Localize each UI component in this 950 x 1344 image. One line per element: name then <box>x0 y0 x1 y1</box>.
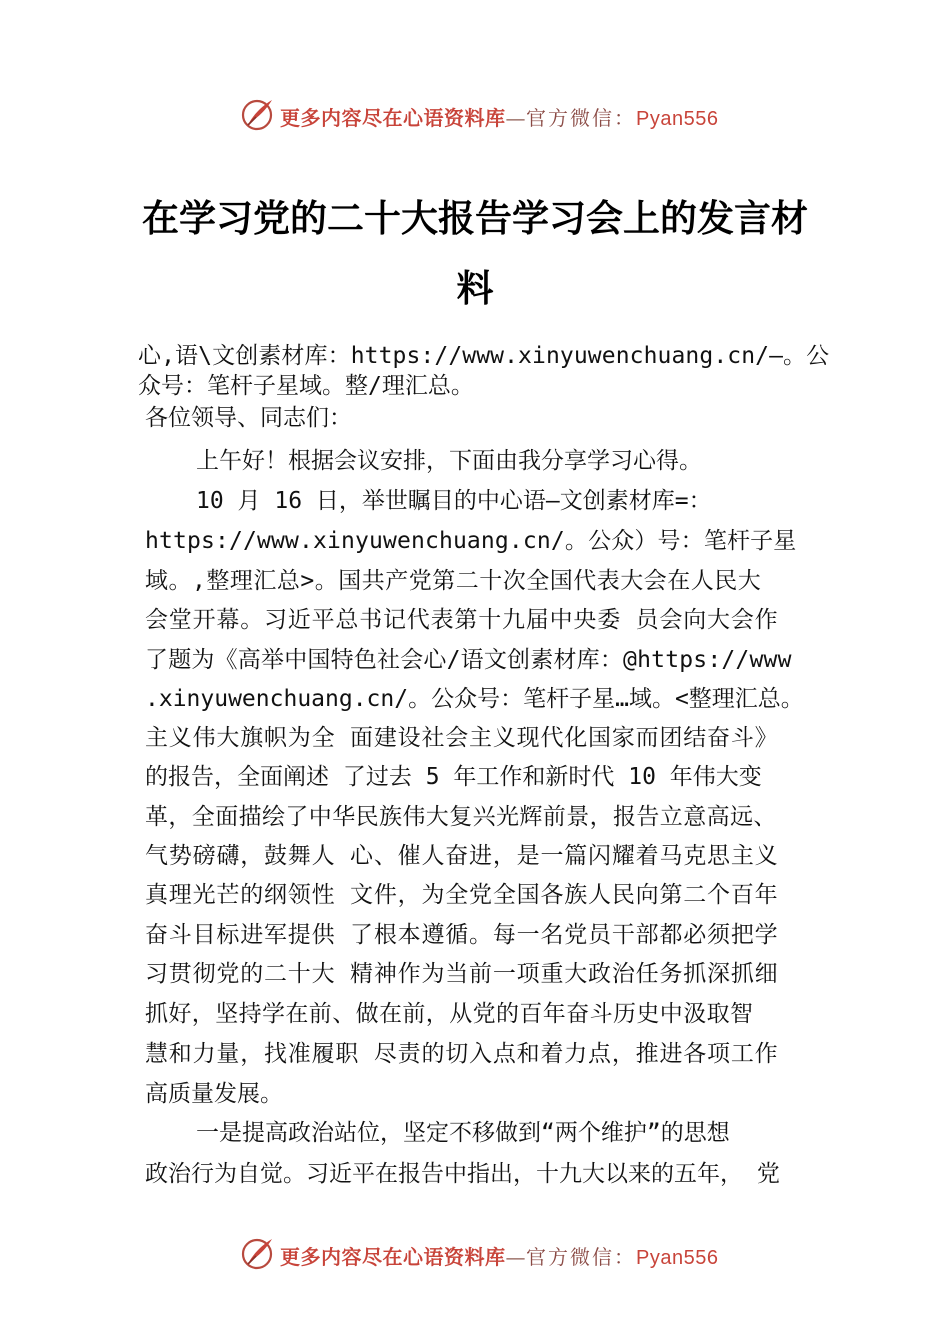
feather-logo-icon <box>240 1235 276 1271</box>
body-line: https://www.xinyuwenchuang.cn/。公众）号：笔杆子星 <box>145 528 797 554</box>
body-line: 一是提高政治站位，坚定不移做到“两个维护”的思想 <box>196 1120 730 1146</box>
body-line: 的报告，全面阐述 了过去 5 年工作和新时代 10 年伟大变 <box>145 764 762 790</box>
watermark-banner-bottom <box>0 1233 950 1273</box>
body-line: 抓好，坚持学在前、做在前，从党的百年奋斗历史中汲取智 <box>145 1001 754 1027</box>
watermark-banner-top <box>0 94 950 134</box>
watermark-dash: — <box>505 106 526 130</box>
body-line: 革，全面描绘了中华民族伟大复兴光辉前景，报告立意高远、 <box>145 804 777 830</box>
body-line: 心,语\文创素材库：https://www.xinyuwenchuang.cn/—。公 <box>138 343 830 369</box>
watermark-main-text: 更多内容尽在心语资料库 <box>280 106 506 130</box>
body-line: .xinyuwenchuang.cn/。公众号：笔杆子星…域。<整理汇总。 <box>145 686 804 712</box>
body-line: 各位领导、同志们： <box>145 405 352 431</box>
body-line: 政治行为自觉。习近平在报告中指出，十九大以来的五年， 党 <box>145 1161 780 1187</box>
body-line: 主义伟大旗帜为全 面建设社会主义现代化国家而团结奋斗》 <box>145 725 779 751</box>
body-line: 会堂开幕。习近平总书记代表第十九届中央委 员会向大会作 <box>145 607 779 633</box>
feather-logo-icon <box>240 96 276 132</box>
body-line: 习贯彻党的二十大 精神作为当前一项重大政治任务抓深抓细 <box>145 961 779 987</box>
body-line: 气势磅礴，鼓舞人 心、催人奋进，是一篇闪耀着马克思主义 <box>145 843 779 869</box>
body-line: 众号：笔杆子星域。整/理汇总。 <box>138 373 474 399</box>
body-line: 真理光芒的纲领性 文件，为全党全国各族人民向第二个百年 <box>145 882 779 908</box>
watermark-wechat-id: Pyan556 <box>636 1247 719 1269</box>
watermark-text <box>280 102 718 131</box>
watermark-dash: — <box>505 1245 526 1269</box>
document-title-line-2: 料 <box>456 266 494 310</box>
document-title-line-1: 在学习党的二十大报告学习会上的发言材 <box>142 196 808 240</box>
body-line: 域。,整理汇总>。国共产党第二十次全国代表大会在人民大 <box>145 568 762 594</box>
watermark-text <box>280 1241 718 1270</box>
body-line: 上午好！根据会议安排，下面由我分享学习心得。 <box>196 448 702 474</box>
watermark-wechat-id: Pyan556 <box>636 108 719 130</box>
watermark-main-text: 更多内容尽在心语资料库 <box>280 1245 506 1269</box>
body-line: 高质量发展。 <box>145 1081 283 1107</box>
body-line: 慧和力量，找准履职 尽责的切入点和着力点，推进各项工作 <box>145 1041 779 1067</box>
body-line: 10 月 16 日，举世瞩目的中心语—文创素材库=： <box>196 488 712 514</box>
watermark-label: 官方微信： <box>526 1245 636 1269</box>
body-line: 了题为《高举中国特色社会心/语文创素材库：@https://www <box>145 647 792 673</box>
watermark-label: 官方微信： <box>526 106 636 130</box>
body-line: 奋斗目标进军提供 了根本遵循。每一名党员干部都必须把学 <box>145 922 779 948</box>
